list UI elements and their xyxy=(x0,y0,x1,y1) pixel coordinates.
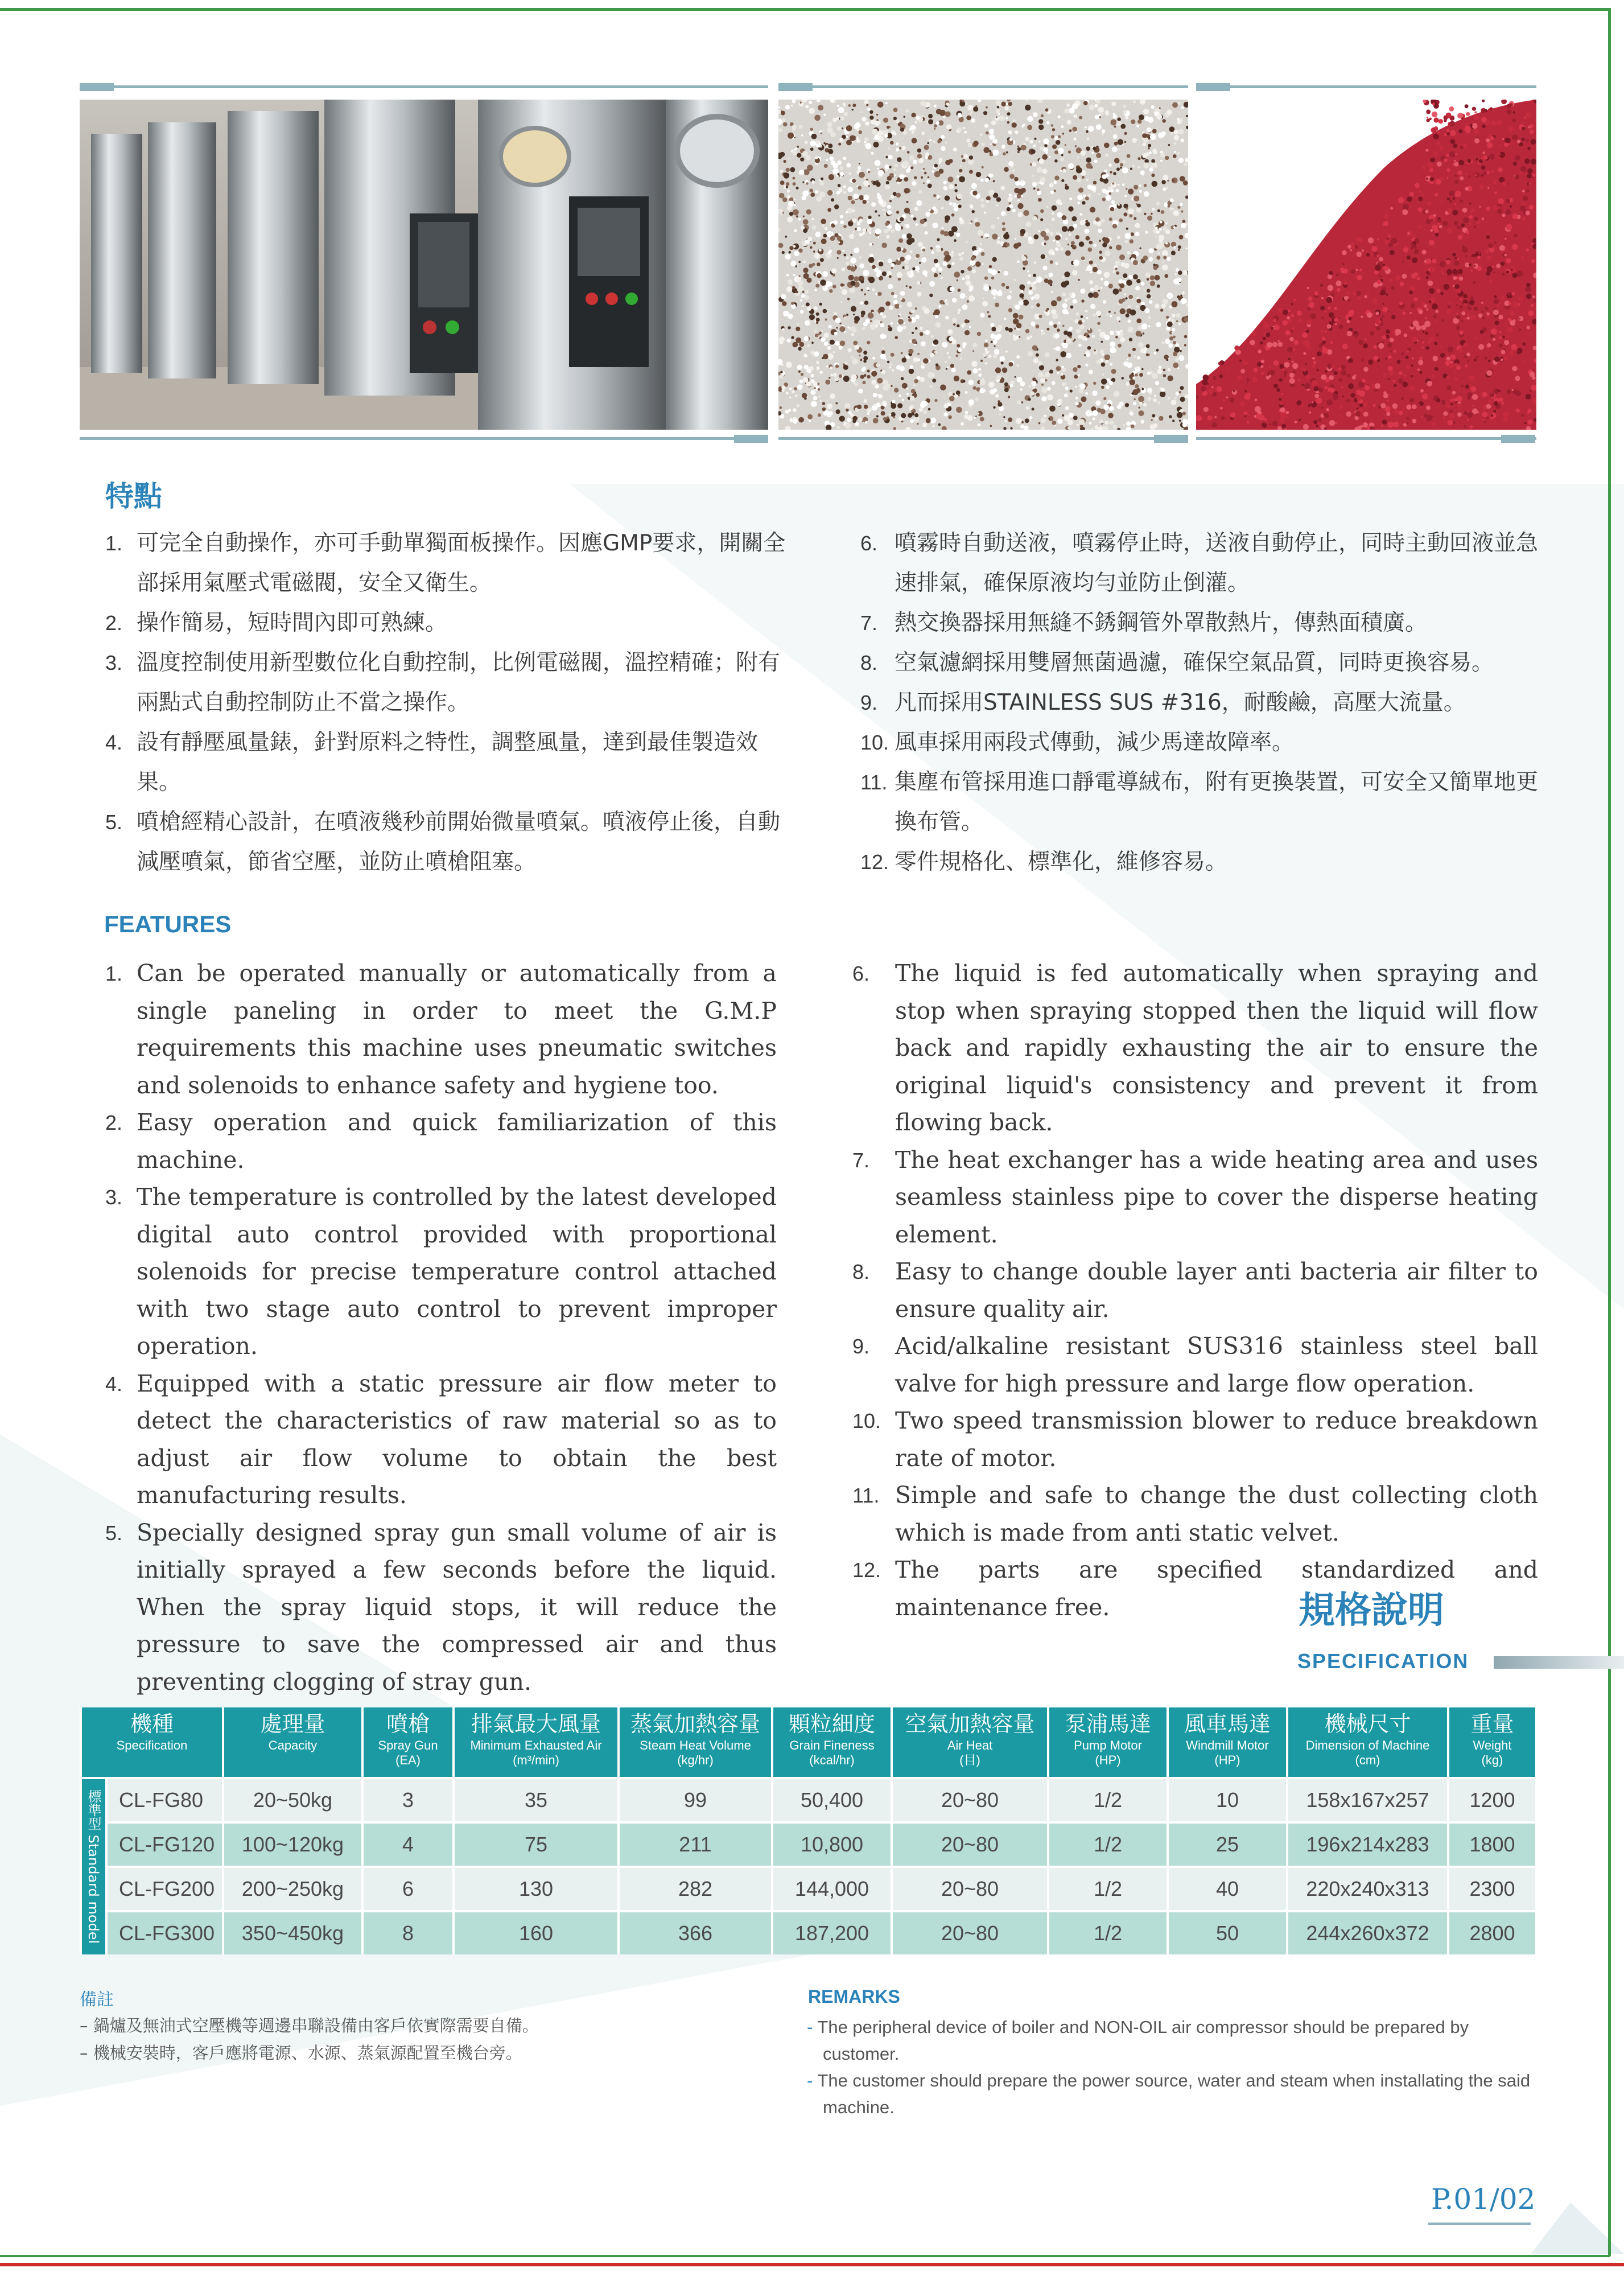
granule-photo-red xyxy=(1196,100,1536,430)
item-number: 5. xyxy=(105,810,123,834)
header-zh: 機械尺寸 xyxy=(1324,1711,1411,1736)
table-cell: 25 xyxy=(1168,1822,1287,1867)
table-cell: 2300 xyxy=(1448,1867,1536,1911)
item-number: 10. xyxy=(852,1409,881,1433)
item-text: 設有靜壓風量錶，針對原料之特性，調整風量，達到最佳製造效果。 xyxy=(137,730,759,795)
table-header-cell xyxy=(362,1707,454,1778)
header-en2: (HP) xyxy=(1214,1753,1240,1767)
item-number: 4. xyxy=(105,731,123,754)
item-number: 7. xyxy=(860,611,878,635)
header-en: Steam Heat Volume xyxy=(640,1738,751,1752)
item-number: 7. xyxy=(852,1148,870,1172)
photo-rule-bottom-1 xyxy=(80,437,768,440)
photo-tab xyxy=(1501,435,1535,443)
list-item xyxy=(852,1477,1538,1551)
table-header-cell xyxy=(223,1707,362,1778)
table-row xyxy=(81,1911,1536,1954)
header-en: Pump Motor xyxy=(1074,1738,1142,1752)
table-header-cell xyxy=(454,1707,619,1778)
table-cell: 1800 xyxy=(1448,1822,1536,1867)
table-header-cell xyxy=(892,1707,1048,1778)
photo-rule-top-2 xyxy=(778,85,1188,88)
frame-top-line xyxy=(0,8,1610,11)
item-number: 8. xyxy=(852,1260,870,1283)
table-cell: 20~80 xyxy=(892,1911,1048,1954)
list-item xyxy=(105,1365,777,1514)
specification-bar xyxy=(1494,1656,1624,1669)
header-en2: (kg) xyxy=(1481,1753,1503,1767)
table-cell: 160 xyxy=(454,1911,619,1954)
table-row xyxy=(81,1778,1536,1822)
header-en: Minimum Exhausted Air xyxy=(470,1738,602,1752)
item-text: Two speed transmission blower to reduce breakdown rate of motor. xyxy=(895,1407,1538,1472)
item-number: 6. xyxy=(860,532,878,555)
item-text: 溫度控制使用新型數位化自動控制，比例電磁閥，溫控精確；附有兩點式自動控制防止不當之操作。 xyxy=(137,650,781,715)
table-cell: 75 xyxy=(454,1822,619,1867)
list-item xyxy=(105,1514,777,1701)
header-zh: 空氣加熱容量 xyxy=(905,1711,1035,1736)
item-number: 6. xyxy=(852,962,870,985)
side-label-text: 標準型 Standard model xyxy=(85,1789,101,1944)
header-zh: 噴槍 xyxy=(386,1711,430,1736)
list-item xyxy=(105,802,788,882)
item-text: 操作簡易，短時間內即可熟練。 xyxy=(137,610,448,636)
header-zh: 蒸氣加熱容量 xyxy=(630,1711,760,1736)
table-cell: 20~80 xyxy=(892,1778,1048,1822)
table-cell: 187,200 xyxy=(772,1911,892,1954)
item-number: 3. xyxy=(105,1186,123,1209)
frame-bottom-green-line xyxy=(0,2255,1610,2257)
table-header-cell xyxy=(619,1707,772,1778)
table-cell: 20~50kg xyxy=(223,1778,362,1822)
table-cell: 8 xyxy=(362,1911,454,1954)
item-text: 凡而採用STAINLESS SUS #316，耐酸鹼，高壓大流量。 xyxy=(895,690,1466,715)
header-zh: 排氣最大風量 xyxy=(471,1711,601,1736)
list-item xyxy=(105,524,788,603)
item-text: 可完全自動操作，亦可手動單獨面板操作。因應GMP要求，開關全部採用氣壓式電磁閥，安全又衛生。 xyxy=(137,530,786,596)
features-zh-left-list xyxy=(105,524,788,882)
frame-right-line xyxy=(1608,8,1611,2256)
table-cell: 99 xyxy=(619,1778,772,1822)
list-item xyxy=(105,603,788,643)
table-cell: 1/2 xyxy=(1048,1867,1168,1911)
dash-icon: - xyxy=(807,2017,818,2037)
item-text: The heat exchanger has a wide heating area and uses seamless stainless pipe to cover the disperse heating element. xyxy=(895,1146,1538,1248)
table-cell: 282 xyxy=(619,1867,772,1911)
table-cell: 50 xyxy=(1168,1911,1287,1954)
table-cell: 50,400 xyxy=(772,1778,892,1822)
photo-tab xyxy=(80,83,114,91)
list-item xyxy=(860,723,1549,763)
list-item xyxy=(105,643,788,723)
table-cell: 3 xyxy=(362,1778,454,1822)
list-item xyxy=(860,683,1549,723)
header-zh: 重量 xyxy=(1470,1711,1514,1736)
remark-item: – 鍋爐及無油式空壓機等週邊串聯設備由客戶依實際需要自備。 xyxy=(80,2016,539,2035)
item-number: 12. xyxy=(852,1558,881,1582)
header-en2: (kcal/hr) xyxy=(809,1753,855,1767)
table-cell: 20~80 xyxy=(892,1867,1048,1911)
table-cell: 350~450kg xyxy=(223,1911,362,1954)
features-en-left-list xyxy=(105,955,777,1701)
photo-rule-bottom-3 xyxy=(1196,437,1536,440)
table-cell: 40 xyxy=(1168,1867,1287,1911)
model-cell: CL-FG200 xyxy=(106,1867,223,1911)
table-cell: 1/2 xyxy=(1048,1911,1168,1954)
header-zh: 泵浦馬達 xyxy=(1064,1711,1151,1736)
table-cell: 244x260x372 xyxy=(1287,1911,1448,1954)
item-text: 零件規格化、標準化，維修容易。 xyxy=(895,849,1228,875)
item-number: 4. xyxy=(105,1372,123,1396)
remarks-zh-list xyxy=(80,2012,539,2067)
table-cell: 2800 xyxy=(1448,1911,1536,1954)
item-text: 集塵布管採用進口靜電導絨布，附有更換裝置，可安全又簡單地更換布管。 xyxy=(895,769,1539,835)
item-number: 5. xyxy=(105,1521,123,1545)
photo-rule-top-1 xyxy=(80,85,768,88)
item-text: 風車採用兩段式傳動，減少馬達故障率。 xyxy=(895,730,1295,755)
item-text: Specially designed spray gun small volume of air is initially sprayed a few seconds before the liquid. When the spray liquid stops, it will reduce the pressure to save the compressed air and thus preventing clogging of stray gun. xyxy=(137,1518,777,1695)
header-en: Spray Gun xyxy=(378,1738,438,1752)
table-cell: 130 xyxy=(454,1867,619,1911)
list-item xyxy=(105,955,777,1104)
table-header-cell xyxy=(81,1707,223,1778)
item-text: Simple and safe to change the dust collecting cloth which is made from anti static velvet. xyxy=(895,1481,1538,1546)
table-cell: 4 xyxy=(362,1822,454,1867)
table-cell: 35 xyxy=(454,1778,619,1822)
standard-model-label xyxy=(81,1778,106,1954)
remarks-en-list xyxy=(807,2014,1547,2121)
features-zh-title: 特點 xyxy=(105,480,162,513)
list-item xyxy=(860,603,1549,643)
table-row xyxy=(81,1867,1536,1911)
header-en: Capacity xyxy=(268,1738,318,1752)
item-number: 9. xyxy=(860,691,878,714)
item-text: The parts are specified standardized and maintenance free. xyxy=(895,1556,1538,1621)
list-item xyxy=(860,763,1549,842)
list-item xyxy=(105,723,788,802)
remark-item: – 機械安裝時，客戶應將電源、水源、蒸氣源配置至機台旁。 xyxy=(80,2043,522,2063)
machine-photo xyxy=(80,100,768,430)
table-cell: 20~80 xyxy=(892,1822,1048,1867)
header-en2: (目) xyxy=(959,1753,980,1767)
specification-title-zh: 規格說明 xyxy=(1299,1590,1444,1632)
dash-icon: - xyxy=(807,2071,818,2090)
item-text: 噴霧時自動送液，噴霧停止時，送液自動停止，同時主動回液並急速排氣，確保原液均勻並防止倒灌。 xyxy=(895,530,1539,596)
list-item xyxy=(860,524,1549,603)
item-number: 1. xyxy=(105,962,123,985)
features-en-title: FEATURES xyxy=(104,911,232,937)
remark-item xyxy=(807,2067,1547,2121)
features-en-right-list xyxy=(852,955,1538,1626)
table-cell: 100~120kg xyxy=(223,1822,362,1867)
header-en: Windmill Motor xyxy=(1186,1738,1269,1752)
remark-text: The customer should prepare the power source, water and steam when installating the said machine. xyxy=(817,2071,1531,2117)
table-header-cell xyxy=(1168,1707,1287,1778)
item-text: 空氣濾網採用雙層無菌過濾，確保空氣品質，同時更換容易。 xyxy=(895,650,1494,676)
table-cell: 1200 xyxy=(1448,1778,1536,1822)
list-item xyxy=(860,842,1549,882)
header-en: Specification xyxy=(116,1738,188,1752)
item-number: 9. xyxy=(852,1335,870,1358)
item-number: 2. xyxy=(105,611,123,635)
frame-bottom-red-line xyxy=(0,2263,1624,2266)
item-text: Acid/alkaline resistant SUS316 stainless steel ball valve for high pressure and large flow operation. xyxy=(895,1332,1538,1397)
header-en2: (cm) xyxy=(1355,1753,1380,1767)
table-row xyxy=(81,1822,1536,1867)
header-zh: 顆粒細度 xyxy=(788,1711,875,1736)
granule-photo-white xyxy=(778,100,1188,430)
table-header-cell xyxy=(1287,1707,1448,1778)
item-text: Easy to change double layer anti bacteria air filter to ensure quality air. xyxy=(895,1258,1538,1323)
item-text: Equipped with a static pressure air flow meter to detect the characteristics of raw material so as to adjust air flow volume to obtain the best manufacturing results. xyxy=(137,1369,777,1509)
item-number: 8. xyxy=(860,651,878,674)
remark-item xyxy=(807,2014,1547,2067)
item-number: 1. xyxy=(105,532,123,555)
table-cell: 366 xyxy=(619,1911,772,1954)
table-cell: 10,800 xyxy=(772,1822,892,1867)
table-cell: 196x214x283 xyxy=(1287,1822,1448,1867)
item-text: 噴槍經精心設計，在噴液幾秒前開始微量噴氣。噴液停止後，自動減壓噴氣，節省空壓，並防止噴槍阻塞。 xyxy=(137,809,781,875)
photo-tab xyxy=(778,83,813,91)
specification-title-en: SPECIFICATION xyxy=(1297,1649,1469,1673)
item-number: 12. xyxy=(860,850,889,874)
item-number: 3. xyxy=(105,651,123,674)
remarks-en-title: REMARKS xyxy=(808,1986,900,2007)
header-en2: (EA) xyxy=(395,1753,421,1767)
remark-text: The peripheral device of boiler and NON-OIL air compressor should be prepared by customer. xyxy=(817,2017,1469,2064)
header-en2: (HP) xyxy=(1095,1753,1121,1767)
table-header-cell xyxy=(1048,1707,1168,1778)
list-item xyxy=(860,643,1549,683)
item-text: 熱交換器採用無縫不銹鋼管外罩散熱片，傳熱面積廣。 xyxy=(895,610,1428,636)
model-cell: CL-FG300 xyxy=(106,1911,223,1954)
photo-tab xyxy=(1154,435,1188,443)
list-item xyxy=(852,1253,1538,1328)
table-cell: 1/2 xyxy=(1048,1778,1168,1822)
list-item xyxy=(852,1402,1538,1477)
header-en: Grain Fineness xyxy=(789,1738,875,1752)
table-header-cell xyxy=(1448,1707,1536,1778)
photo-rule-bottom-2 xyxy=(778,437,1188,440)
photo-rule-top-3 xyxy=(1196,85,1536,88)
list-item xyxy=(852,1328,1538,1402)
header-zh: 機種 xyxy=(130,1711,174,1736)
item-text: The temperature is controlled by the latest developed digital auto control provided with proportional solenoids for precise temperature control attached with two stage auto control to prevent improper operation. xyxy=(137,1183,777,1360)
header-zh: 處理量 xyxy=(260,1711,325,1736)
page-number: P.01/02 xyxy=(1431,2183,1536,2216)
header-en: Dimension of Machine xyxy=(1305,1738,1430,1752)
item-text: Can be operated manually or automatically from a single paneling in order to meet the G.M.P requirements this machine uses pneumatic switches and solenoids to enhance safety and hygiene too. xyxy=(137,960,777,1099)
header-en2: (kg/hr) xyxy=(677,1753,714,1767)
features-zh-right-list xyxy=(860,524,1549,882)
specification-table xyxy=(80,1707,1538,1954)
table-header-row xyxy=(81,1707,1536,1778)
table-cell: 10 xyxy=(1168,1778,1287,1822)
table-cell: 1/2 xyxy=(1048,1822,1168,1867)
table-cell: 158x167x257 xyxy=(1287,1778,1448,1822)
header-en2: (m³/min) xyxy=(513,1753,559,1767)
header-en: Air Heat xyxy=(947,1738,993,1752)
item-number: 10. xyxy=(860,731,889,754)
photo-tab xyxy=(1196,83,1230,91)
header-en: Weight xyxy=(1473,1738,1512,1752)
table-cell: 220x240x313 xyxy=(1287,1867,1448,1911)
header-zh: 風車馬達 xyxy=(1184,1711,1271,1736)
model-cell: CL-FG120 xyxy=(106,1822,223,1867)
list-item xyxy=(852,955,1538,1142)
photo-tab xyxy=(734,435,768,443)
table-header-cell xyxy=(772,1707,892,1778)
table-cell: 200~250kg xyxy=(223,1867,362,1911)
table-cell: 211 xyxy=(619,1822,772,1867)
list-item xyxy=(105,1104,777,1179)
item-text: Easy operation and quick familiarization of this machine. xyxy=(137,1109,777,1174)
item-number: 11. xyxy=(860,771,888,794)
page-number-line xyxy=(1428,2223,1531,2225)
item-number: 11. xyxy=(852,1484,880,1507)
table-cell: 144,000 xyxy=(772,1867,892,1911)
item-text: The liquid is fed automatically when spraying and stop when spraying stopped then the liquid will flow back and rapidly exhausting the air to ensure the original liquid's consistency and prevent it from flowing back. xyxy=(895,960,1538,1136)
model-cell: CL-FG80 xyxy=(106,1778,223,1822)
item-number: 2. xyxy=(105,1111,123,1134)
list-item xyxy=(105,1179,777,1365)
remarks-zh-title: 備註 xyxy=(80,1990,114,2010)
table-cell: 6 xyxy=(362,1867,454,1911)
list-item xyxy=(852,1142,1538,1254)
